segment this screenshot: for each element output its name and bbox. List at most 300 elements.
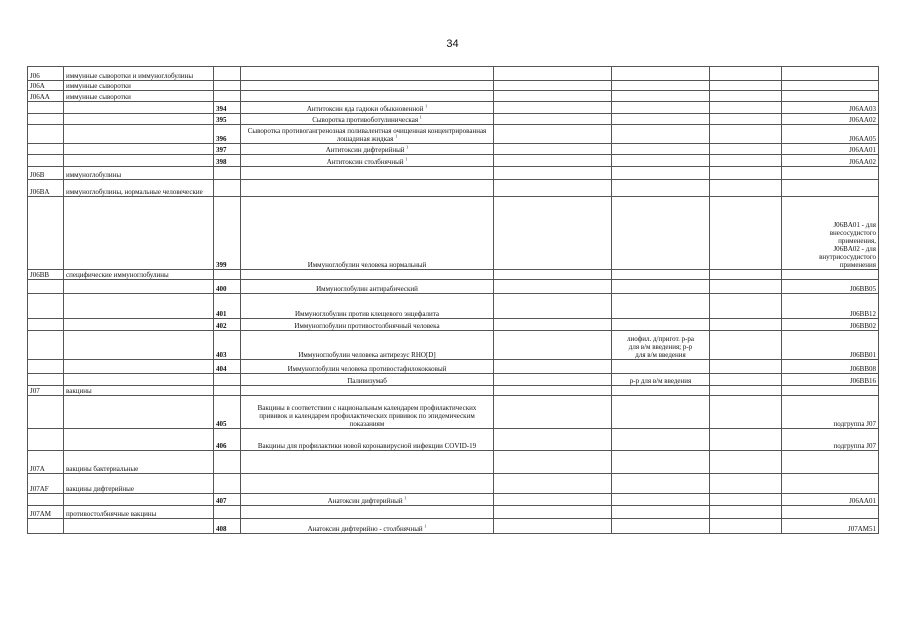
dosage-form-cell	[612, 396, 710, 429]
drug-name-cell-text: Сыворотка противоботулиническая	[312, 116, 419, 124]
row-number-cell	[214, 280, 241, 294]
drug-name-cell	[241, 451, 494, 474]
atc-code-cell-text: J06B	[30, 171, 45, 179]
table-row	[28, 494, 879, 506]
dosage-form-cell	[612, 280, 710, 294]
dosage-form-cell	[612, 331, 710, 360]
blank-cell	[494, 114, 612, 125]
atc-code-cell-text: J07AF	[30, 485, 49, 493]
row-number-cell	[214, 197, 241, 270]
atc-reference-cell	[782, 374, 879, 386]
atc-reference-cell	[782, 280, 879, 294]
drug-name-cell-text: Иммуноглобулин человека антирезус RHO[D]	[298, 351, 436, 359]
atc-code-cell	[28, 506, 64, 519]
row-number-cell	[214, 429, 241, 451]
atc-group-cell	[64, 180, 214, 197]
dosage-form-cell	[612, 167, 710, 180]
blank-cell	[494, 180, 612, 197]
atc-reference-cell	[782, 67, 879, 81]
drug-name-cell-text: Иммуноглобулин человека нормальный	[307, 261, 427, 269]
atc-code-cell	[28, 114, 64, 125]
drug-name-cell-text: Антитоксин столбнячный	[326, 158, 404, 166]
drug-name-cell	[241, 474, 494, 494]
atc-group-cell	[64, 125, 214, 144]
footnote-mark: 1	[404, 495, 407, 501]
blank-cell	[494, 102, 612, 114]
row-number-cell	[214, 474, 241, 494]
row-number-cell	[214, 102, 241, 114]
row-number-cell	[214, 396, 241, 429]
table-row	[28, 180, 879, 197]
atc-code-cell	[28, 91, 64, 102]
table-row	[28, 331, 879, 360]
dosage-form-cell	[612, 91, 710, 102]
row-number-cell	[214, 155, 241, 167]
atc-reference-cell-text: подгруппа J07	[833, 442, 876, 450]
drug-name-cell	[241, 167, 494, 180]
table-row	[28, 91, 879, 102]
atc-group-cell	[64, 519, 214, 534]
blank-cell	[710, 374, 782, 386]
atc-group-cell	[64, 114, 214, 125]
blank-cell	[710, 474, 782, 494]
drug-name-cell	[241, 102, 494, 114]
footnote-mark: 1	[424, 523, 427, 529]
blank-cell	[494, 451, 612, 474]
atc-group-cell	[64, 294, 214, 319]
blank-cell	[710, 280, 782, 294]
dosage-form-cell	[612, 429, 710, 451]
dosage-form-cell-text: р-р для в/м введения	[629, 377, 692, 385]
row-number-cell	[214, 270, 241, 280]
table-row	[28, 386, 879, 396]
atc-code-cell	[28, 519, 64, 534]
row-number-cell-text: 398	[216, 158, 227, 166]
blank-cell	[494, 396, 612, 429]
drug-name-cell	[241, 360, 494, 374]
table-row	[28, 396, 879, 429]
dosage-form-cell	[612, 494, 710, 506]
blank-cell	[494, 494, 612, 506]
drug-name-cell-text: Антитоксин дифтерийный	[325, 146, 405, 154]
atc-reference-cell	[782, 506, 879, 519]
atc-group-cell	[64, 374, 214, 386]
atc-code-cell	[28, 167, 64, 180]
drug-name-cell-text: Вакцины в соответствии с национальным календарем профилактических прививок и календарем профилактических прививок по эпидемическим показаниям	[257, 404, 477, 428]
atc-reference-cell	[782, 451, 879, 474]
dosage-form-cell	[612, 374, 710, 386]
atc-code-cell	[28, 144, 64, 155]
atc-group-cell	[64, 429, 214, 451]
row-number-cell	[214, 386, 241, 396]
atc-group-cell	[64, 494, 214, 506]
blank-cell	[494, 144, 612, 155]
dosage-form-cell	[612, 270, 710, 280]
atc-group-cell	[64, 167, 214, 180]
page-number: 34	[446, 38, 459, 50]
atc-group-cell	[64, 331, 214, 360]
dosage-form-cell	[612, 81, 710, 91]
footnote-mark: 1	[406, 144, 409, 150]
blank-cell	[710, 396, 782, 429]
atc-group-cell	[64, 102, 214, 114]
atc-reference-cell-text: J06BB01	[849, 351, 876, 359]
blank-cell	[710, 270, 782, 280]
atc-code-cell	[28, 331, 64, 360]
atc-group-cell-text: иммунные сыворотки	[66, 82, 131, 90]
blank-cell	[494, 519, 612, 534]
atc-group-cell	[64, 319, 214, 331]
drug-name-cell-text: Сыворотка противогангренозная поливалентная очищенная концентрированная лошадиная жидкая	[247, 127, 487, 143]
atc-reference-cell	[782, 396, 879, 429]
atc-code-cell	[28, 125, 64, 144]
row-number-cell-text: 402	[216, 322, 227, 330]
atc-code-cell-text: J07AM	[30, 510, 52, 518]
atc-code-cell	[28, 429, 64, 451]
drug-name-cell	[241, 91, 494, 102]
row-number-cell-text: 397	[216, 146, 227, 154]
footnote-mark: 1	[425, 103, 428, 109]
atc-reference-cell	[782, 331, 879, 360]
atc-code-cell-text: J06BB	[30, 271, 50, 279]
dosage-form-cell-text: лиофил. д/пригот. р-ра для в/м введения; р-р для в/м введения	[626, 335, 695, 359]
atc-group-cell	[64, 506, 214, 519]
blank-cell	[494, 429, 612, 451]
row-number-cell-text: 399	[216, 261, 227, 269]
table-row	[28, 81, 879, 91]
footnote-mark: 1	[419, 114, 422, 120]
table-row	[28, 280, 879, 294]
drug-name-cell-text: Анатоксин дифтерийно - столбнячный	[307, 525, 423, 533]
atc-code-cell	[28, 102, 64, 114]
dosage-form-cell	[612, 67, 710, 81]
atc-code-cell-text: J07	[30, 387, 40, 395]
table-row	[28, 374, 879, 386]
blank-cell	[710, 197, 782, 270]
table-row	[28, 360, 879, 374]
blank-cell	[710, 155, 782, 167]
atc-group-cell	[64, 474, 214, 494]
table-row	[28, 294, 879, 319]
blank-cell	[710, 67, 782, 81]
row-number-cell-text: 401	[216, 310, 227, 318]
atc-reference-cell	[782, 429, 879, 451]
atc-group-cell	[64, 280, 214, 294]
dosage-form-cell	[612, 360, 710, 374]
atc-group-cell	[64, 67, 214, 81]
row-number-cell-text: 396	[216, 135, 227, 143]
row-number-cell	[214, 360, 241, 374]
blank-cell	[710, 506, 782, 519]
drug-name-cell	[241, 294, 494, 319]
table-row	[28, 429, 879, 451]
drug-name-cell-text: Вакцины для профилактики новой коронавирусной инфекции COVID-19	[257, 442, 477, 450]
atc-code-cell	[28, 474, 64, 494]
table-row	[28, 319, 879, 331]
row-number-cell	[214, 67, 241, 81]
atc-group-cell-text: противостолбнячные вакцины	[66, 510, 157, 518]
blank-cell	[494, 280, 612, 294]
blank-cell	[710, 360, 782, 374]
atc-reference-cell-text: J06BB12	[849, 310, 876, 318]
drug-name-cell	[241, 144, 494, 155]
atc-group-cell	[64, 197, 214, 270]
table-row	[28, 167, 879, 180]
row-number-cell-text: 406	[216, 442, 227, 450]
atc-reference-cell	[782, 167, 879, 180]
atc-code-cell-text: J06A	[30, 82, 45, 90]
atc-reference-cell	[782, 102, 879, 114]
blank-cell	[710, 180, 782, 197]
atc-group-cell	[64, 270, 214, 280]
row-number-cell	[214, 144, 241, 155]
dosage-form-cell	[612, 451, 710, 474]
atc-code-cell-text: J06BA	[30, 188, 50, 196]
table-row	[28, 102, 879, 114]
blank-cell	[494, 331, 612, 360]
table-row	[28, 125, 879, 144]
row-number-cell	[214, 114, 241, 125]
atc-reference-cell	[782, 197, 879, 270]
atc-reference-cell-text: J06AA03	[849, 105, 876, 113]
table-row	[28, 144, 879, 155]
dosage-form-cell	[612, 155, 710, 167]
row-number-cell-text: 394	[216, 105, 227, 113]
blank-cell	[710, 494, 782, 506]
atc-group-cell	[64, 396, 214, 429]
atc-reference-cell	[782, 360, 879, 374]
drug-name-cell-text: Иммуноглобулин противостолбнячный человека	[294, 322, 440, 330]
dosage-form-cell	[612, 144, 710, 155]
blank-cell	[710, 114, 782, 125]
atc-reference-cell	[782, 91, 879, 102]
row-number-cell	[214, 167, 241, 180]
atc-code-cell	[28, 396, 64, 429]
row-number-cell	[214, 331, 241, 360]
atc-group-cell-text: вакцины дифтерийные	[66, 485, 134, 493]
table-row	[28, 67, 879, 81]
table-row	[28, 474, 879, 494]
row-number-cell-text: 403	[216, 351, 227, 359]
dosage-form-cell	[612, 102, 710, 114]
atc-group-cell-text: иммунные сыворотки	[66, 93, 131, 101]
drug-name-cell	[241, 270, 494, 280]
atc-code-cell-text: J07A	[30, 465, 45, 473]
atc-reference-cell	[782, 180, 879, 197]
drug-name-cell	[241, 494, 494, 506]
table-row	[28, 197, 879, 270]
drug-name-cell	[241, 81, 494, 91]
atc-reference-cell	[782, 386, 879, 396]
row-number-cell	[214, 180, 241, 197]
atc-code-cell	[28, 270, 64, 280]
atc-reference-cell	[782, 81, 879, 91]
drug-name-cell-text: Паливизумаб	[347, 377, 387, 385]
atc-reference-cell	[782, 144, 879, 155]
atc-code-cell	[28, 155, 64, 167]
row-number-cell	[214, 319, 241, 331]
row-number-cell-text: 407	[216, 497, 227, 505]
atc-group-cell	[64, 386, 214, 396]
drug-name-cell	[241, 280, 494, 294]
blank-cell	[710, 451, 782, 474]
atc-reference-cell-text: J06BB05	[849, 285, 876, 293]
atc-group-cell-text: вакцины	[66, 387, 92, 395]
drug-name-cell-text: Анатоксин дифтерийный	[327, 497, 403, 505]
drug-name-cell	[241, 331, 494, 360]
blank-cell	[710, 319, 782, 331]
row-number-cell	[214, 451, 241, 474]
dosage-form-cell	[612, 197, 710, 270]
atc-group-cell	[64, 360, 214, 374]
atc-code-cell	[28, 451, 64, 474]
blank-cell	[494, 374, 612, 386]
row-number-cell-text: 395	[216, 116, 227, 124]
atc-reference-cell-text: J06BA01 - для внесосудистого применения, J06BA02 - для внутрисосудистого применения	[819, 221, 876, 269]
atc-reference-cell-text: J06AA05	[849, 135, 876, 143]
table-row	[28, 114, 879, 125]
drug-name-cell	[241, 386, 494, 396]
blank-cell	[494, 294, 612, 319]
atc-reference-cell-text: J06AA02	[849, 158, 876, 166]
table-row	[28, 506, 879, 519]
blank-cell	[710, 144, 782, 155]
blank-cell	[710, 125, 782, 144]
atc-code-cell	[28, 319, 64, 331]
blank-cell	[494, 506, 612, 519]
blank-cell	[710, 167, 782, 180]
atc-reference-cell-text: J07AM51	[847, 525, 876, 533]
atc-code-cell	[28, 374, 64, 386]
blank-cell	[710, 81, 782, 91]
atc-reference-cell-text: J06AA01	[849, 146, 876, 154]
dosage-form-cell	[612, 180, 710, 197]
atc-group-cell-text: специфические иммуноглобулины	[66, 271, 169, 279]
drug-name-cell	[241, 429, 494, 451]
atc-reference-cell-text: J06AA01	[849, 497, 876, 505]
row-number-cell-text: 405	[216, 420, 227, 428]
table-row	[28, 155, 879, 167]
atc-code-cell	[28, 280, 64, 294]
blank-cell	[710, 294, 782, 319]
atc-reference-cell	[782, 125, 879, 144]
atc-reference-cell	[782, 474, 879, 494]
drug-name-cell	[241, 197, 494, 270]
row-number-cell	[214, 506, 241, 519]
atc-code-cell	[28, 81, 64, 91]
drug-name-cell-text: Иммуноглобулин против клещевого энцефалита	[295, 310, 439, 318]
atc-group-cell-text: иммуноглобулины	[66, 171, 122, 179]
blank-cell	[494, 197, 612, 270]
atc-code-cell	[28, 197, 64, 270]
drug-name-cell-text: Иммуноглобулин антирабический	[316, 285, 418, 293]
blank-cell	[710, 102, 782, 114]
row-number-cell	[214, 519, 241, 534]
blank-cell	[494, 125, 612, 144]
blank-cell	[710, 331, 782, 360]
blank-cell	[494, 91, 612, 102]
atc-reference-cell	[782, 519, 879, 534]
table-row	[28, 519, 879, 534]
atc-reference-cell-text: J06BB16	[849, 377, 876, 385]
blank-cell	[710, 386, 782, 396]
atc-group-cell	[64, 451, 214, 474]
atc-group-cell-text: иммунные сыворотки и иммуноглобулины	[66, 72, 194, 80]
dosage-form-cell	[612, 125, 710, 144]
row-number-cell	[214, 494, 241, 506]
drug-name-cell	[241, 374, 494, 386]
atc-code-cell-text: J06	[30, 72, 40, 80]
drug-name-cell	[241, 67, 494, 81]
drug-name-cell	[241, 125, 494, 144]
footnote-mark: 1	[395, 133, 398, 139]
drug-name-cell	[241, 506, 494, 519]
dosage-form-cell	[612, 294, 710, 319]
blank-cell	[494, 319, 612, 331]
drug-name-cell-text: Антитоксин яда гадюки обыкновенной	[306, 105, 424, 113]
atc-code-cell	[28, 386, 64, 396]
blank-cell	[710, 429, 782, 451]
row-number-cell	[214, 294, 241, 319]
blank-cell	[710, 519, 782, 534]
blank-cell	[494, 360, 612, 374]
atc-reference-cell	[782, 114, 879, 125]
row-number-cell-text: 404	[216, 365, 227, 373]
drug-name-cell	[241, 114, 494, 125]
atc-reference-cell-text: J06BB02	[849, 322, 876, 330]
atc-reference-cell	[782, 319, 879, 331]
drug-name-cell	[241, 180, 494, 197]
row-number-cell	[214, 81, 241, 91]
atc-group-cell	[64, 81, 214, 91]
row-number-cell	[214, 91, 241, 102]
row-number-cell-text: 400	[216, 285, 227, 293]
atc-group-cell-text: иммуноглобулины, нормальные человеческие	[66, 188, 203, 196]
atc-reference-cell-text: J06BB08	[849, 365, 876, 373]
dosage-form-cell	[612, 519, 710, 534]
atc-code-cell	[28, 494, 64, 506]
blank-cell	[494, 81, 612, 91]
drug-name-cell	[241, 396, 494, 429]
footnote-mark: 1	[405, 156, 408, 162]
atc-code-cell	[28, 360, 64, 374]
atc-code-cell	[28, 67, 64, 81]
atc-group-cell	[64, 144, 214, 155]
blank-cell	[494, 386, 612, 396]
drug-table	[27, 66, 879, 534]
row-number-cell	[214, 374, 241, 386]
drug-name-cell	[241, 519, 494, 534]
table-row	[28, 270, 879, 280]
drug-name-cell	[241, 155, 494, 167]
blank-cell	[494, 167, 612, 180]
atc-group-cell	[64, 155, 214, 167]
drug-name-cell-text: Иммуноглобулин человека противостафилококковый	[287, 365, 447, 373]
table-row	[28, 451, 879, 474]
blank-cell	[710, 91, 782, 102]
dosage-form-cell	[612, 506, 710, 519]
atc-reference-cell	[782, 270, 879, 280]
drug-name-cell	[241, 319, 494, 331]
atc-code-cell	[28, 180, 64, 197]
atc-code-cell-text: J06AA	[30, 93, 50, 101]
atc-reference-cell	[782, 155, 879, 167]
dosage-form-cell	[612, 474, 710, 494]
atc-reference-cell	[782, 494, 879, 506]
atc-reference-cell-text: подгруппа J07	[833, 420, 876, 428]
blank-cell	[494, 67, 612, 81]
row-number-cell	[214, 125, 241, 144]
